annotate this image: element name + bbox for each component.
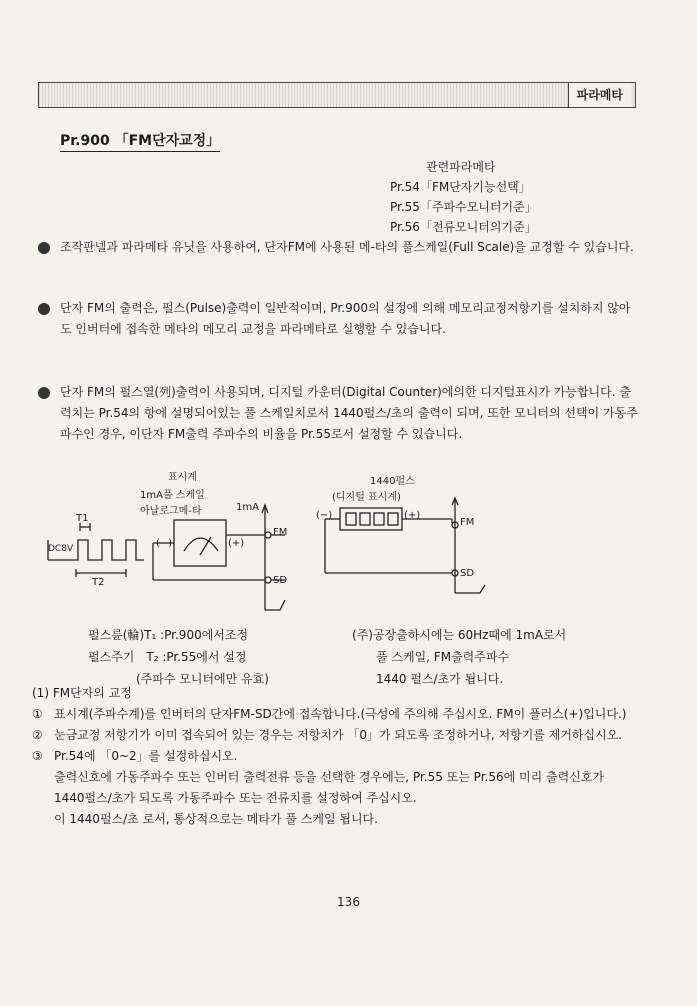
digital-meter-title: 1440펄스 — [370, 476, 415, 487]
bullet-item — [38, 237, 638, 258]
wiring-diagram — [40, 465, 640, 625]
t1-label: T1 — [76, 513, 89, 524]
step-text: 표시계(주파수계)를 인버터의 단자FM-SD간에 접속합니다.(극성에 주의해 주십시오. FM이 플러스(+)입니다.) — [54, 707, 627, 721]
header-label: 파라메타 — [568, 83, 631, 107]
current-label: 1mA — [236, 502, 259, 513]
step-continuation: 이 1440펄스/초 로서, 통상적으로는 메타가 풀 스케일 됩니다. — [54, 812, 378, 826]
related-heading: 관련파라메타 — [426, 160, 496, 174]
step-item — [32, 704, 638, 725]
step-text: Pr.54에 「0~2」를 설정하십시오. — [54, 749, 238, 763]
terminal-sd-label: SD — [273, 575, 288, 586]
step-number: ③ — [32, 749, 43, 763]
bullet-icon — [38, 303, 50, 315]
related-item: Pr.54「FM단자기능선택」 — [390, 180, 531, 194]
dc-voltage-label: DC8V — [48, 544, 74, 554]
section-title: Pr.900 「FM단자교정」 — [60, 130, 220, 152]
factory-note-line2: 풀 스케일, FM출력주파수 — [376, 650, 510, 664]
factory-note-line1: (주)공장출하시에는 60Hz때에 1mA로서 — [352, 628, 567, 642]
t2-label: T2 — [92, 577, 105, 588]
digital-terminal-fm-label: FM — [460, 517, 475, 528]
digital-meter-subtitle: (디지털 표시계) — [332, 492, 401, 503]
terminal-fm-label: FM — [273, 527, 288, 538]
bullet-text: 조작판넬과 파라메타 유닛을 사용하여, 단자FM에 사용된 메-타의 풀스케일(Full Scale)을 교정할 수 있습니다. — [60, 240, 634, 254]
bullet-text: 단자 FM의 펄스열(列)출력이 사용되며, 디지털 카운터(Digital Counter)에의한 디지털표시가 가능합니다. 출력치는 Pr.54의 항에 설명되어있는 풀 스케일치로서 1440펄스/초의 출력이 되며, 또한 모니터의 선택이 가동주파수인 경우, 이단자 FM출력 주파수의 비율을 Pr.55로서 설정할 수 있습니다. — [60, 385, 638, 441]
digital-terminal-sd-label: SD — [460, 568, 475, 579]
header-band — [38, 82, 636, 108]
steps-title: (1) FM단자의 교정 — [32, 686, 132, 700]
step-number: ② — [32, 728, 43, 742]
frequency-only-note: (주파수 모니터에만 유효) — [136, 672, 269, 686]
step-item — [32, 725, 638, 746]
related-item: Pr.55「주파수모니터기준」 — [390, 200, 537, 214]
step-item — [32, 746, 638, 767]
digital-plus-label: (+) — [404, 510, 421, 521]
related-parameters — [390, 157, 537, 237]
calibration-steps — [32, 683, 638, 830]
page-number: 136 — [337, 895, 360, 909]
step-text: 눈금교정 저항기가 이미 접속되어 있는 경우는 저항치가 「0」가 되도록 조정하거나, 저항기를 제거하십시오. — [54, 728, 623, 742]
pulse-width-note: 펄스륜(輪)T₁ :Pr.900에서조정 — [88, 628, 249, 642]
analog-meter-scale: 1mA풀 스케일 — [140, 490, 205, 501]
analog-meter-type: 아날로그메-타 — [140, 506, 202, 517]
step-number: ① — [32, 707, 43, 721]
factory-note-line3: 1440 펄스/초가 됩니다. — [376, 672, 504, 686]
analog-minus-label: (−) — [156, 538, 173, 549]
analog-plus-label: (+) — [228, 538, 245, 549]
bullet-item — [38, 298, 638, 340]
analog-meter-title: 표시계 — [168, 472, 197, 483]
step-continuation: 출력신호에 가동주파수 또는 인버터 출력전류 등을 선택한 경우에는, Pr.55 또는 Pr.56에 미리 출력신호가 1440펄스/초가 되도록 가동주파수 또는 전류치를 설정하여 주십시오. — [54, 770, 604, 805]
related-item: Pr.56「전류모니터의기준」 — [390, 220, 537, 234]
bullet-icon — [38, 242, 50, 254]
bullet-icon — [38, 387, 50, 399]
bullet-item — [38, 382, 638, 445]
digital-minus-label: (−) — [316, 510, 333, 521]
bullet-text: 단자 FM의 출력은, 펄스(Pulse)출력이 일반적이며, Pr.900의 설정에 의해 메모리교정저항기를 설치하지 않아도 인버터에 접속한 메타의 메모리 교정을 파라메타로 실행할 수 있습니다. — [60, 301, 631, 336]
pulse-period-note: 펄스주기 T₂ :Pr.55에서 설정 — [88, 650, 247, 664]
